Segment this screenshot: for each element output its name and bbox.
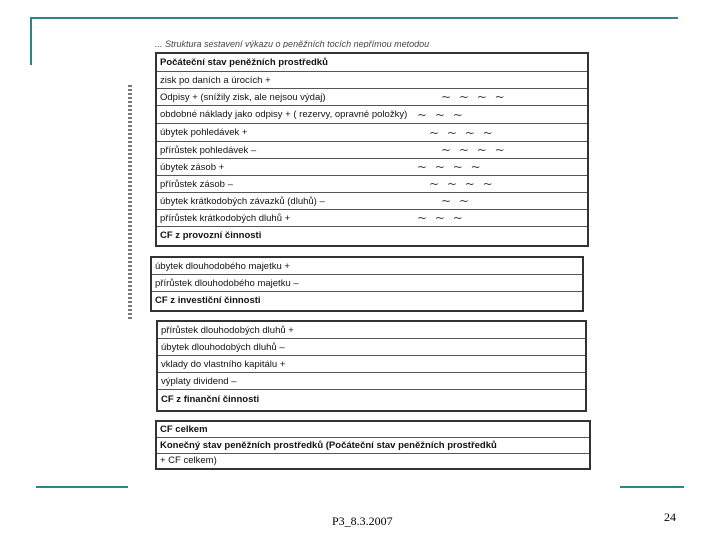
table-row xyxy=(157,210,587,227)
table-row xyxy=(157,176,587,193)
footer-date: P3_8.3.2007 xyxy=(332,514,393,528)
table-row xyxy=(157,454,589,468)
row-label: CF celkem xyxy=(160,424,208,435)
handwritten-note: ~ ~ ~ ~ xyxy=(441,90,507,104)
table-row xyxy=(157,89,587,106)
handwritten-note: ~ ~ ~ xyxy=(417,211,465,225)
operating-activities-table xyxy=(155,52,589,247)
row-label: + CF celkem) xyxy=(160,455,217,466)
handwritten-note: ~ ~ xyxy=(441,194,471,208)
table-row xyxy=(158,339,585,356)
row-label: přírůstek dlouhodobých dluhů + xyxy=(161,325,294,336)
row-label: úbytek dlouhodobého majetku + xyxy=(155,261,290,272)
table-row xyxy=(157,54,587,72)
handwritten-note: ~ ~ ~ ~ xyxy=(417,160,483,174)
row-label: přírůstek dlouhodobého majetku – xyxy=(155,278,299,289)
table-row xyxy=(158,322,585,339)
table-row xyxy=(157,106,587,124)
row-label: úbytek dlouhodobých dluhů – xyxy=(161,342,285,353)
row-label: Odpisy + (snížily zisk, ale nejsou výdaj) xyxy=(160,92,326,103)
handwritten-note: ~ ~ ~ ~ xyxy=(429,126,495,140)
financing-activities-table xyxy=(156,320,587,412)
handwritten-note: ~ ~ ~ ~ xyxy=(441,143,507,157)
table-row xyxy=(157,159,587,176)
table-row xyxy=(157,142,587,159)
row-label: přírůstek krátkodobých dluhů + xyxy=(160,213,291,224)
row-label: zisk po daních a úrocích + xyxy=(160,75,271,86)
table-row xyxy=(157,227,587,245)
totals-table xyxy=(155,420,591,470)
table-row xyxy=(158,390,585,410)
table-row xyxy=(152,275,582,292)
investing-activities-table xyxy=(150,256,584,312)
table-row xyxy=(157,438,589,454)
table-row xyxy=(158,373,585,390)
row-label: CF z finanční činnosti xyxy=(161,394,260,405)
table-row xyxy=(157,422,589,438)
row-label: CF z investiční činnosti xyxy=(155,295,261,306)
table-row xyxy=(157,124,587,142)
frame-top-line xyxy=(30,17,678,19)
table-row xyxy=(152,258,582,275)
row-label: výplaty dividend – xyxy=(161,376,237,387)
row-label: obdobné náklady jako odpisy + ( rezervy, opravné položky) xyxy=(160,109,408,120)
row-label: CF z provozní činnosti xyxy=(160,230,262,241)
table-row xyxy=(157,193,587,210)
row-label: úbytek zásob + xyxy=(160,162,225,173)
handwritten-note: ~ ~ ~ xyxy=(417,108,465,122)
row-label: vklady do vlastního kapitálu + xyxy=(161,359,286,370)
row-label: přírůstek zásob – xyxy=(160,179,233,190)
page-number: 24 xyxy=(664,510,676,524)
table-row xyxy=(158,356,585,373)
table-row xyxy=(157,72,587,89)
row-label: Konečný stav peněžních prostředků (Počáteční stav peněžních prostředků xyxy=(160,440,497,451)
table-row xyxy=(152,292,582,310)
handwritten-note: ~ ~ ~ ~ xyxy=(429,177,495,191)
frame-left-line xyxy=(30,17,32,65)
row-label: Počáteční stav peněžních prostředků xyxy=(160,57,328,68)
scan-edge-shadow xyxy=(128,85,132,320)
row-label: úbytek pohledávek + xyxy=(160,127,248,138)
row-label: přírůstek pohledávek – xyxy=(160,145,257,156)
row-label: úbytek krátkodobých závazků (dluhů) – xyxy=(160,196,325,207)
scan-header-fragment: ... Struktura sestavení výkazu o peněžních tocích nepřímou metodou xyxy=(155,40,430,48)
